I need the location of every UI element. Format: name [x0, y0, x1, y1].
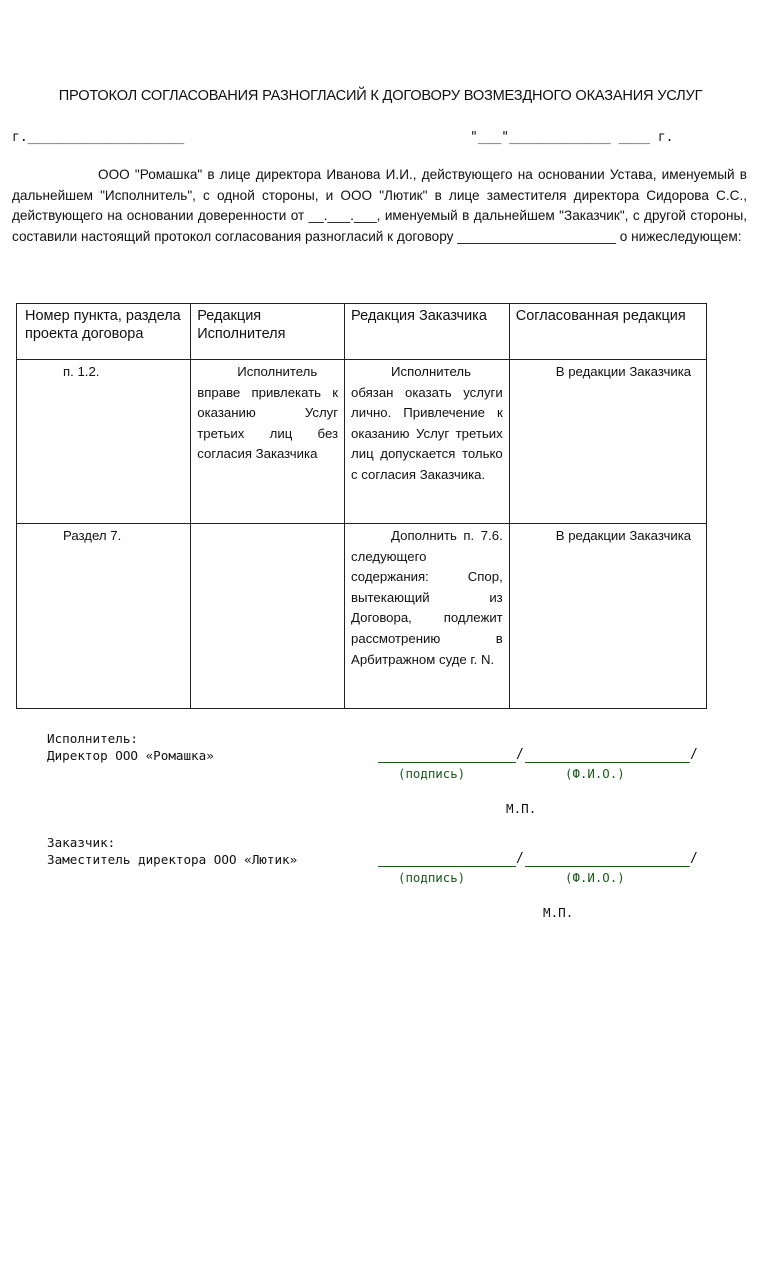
date-field: "___"_____________ ____ г. [470, 130, 674, 145]
row-item-text: Раздел 7. [63, 528, 122, 543]
row-agreed-cell [509, 360, 706, 524]
row-item-text: п. 1.2. [63, 364, 100, 379]
executor-slash-1: / [516, 747, 524, 762]
customer-slash-1: / [516, 851, 524, 866]
row-agreed-text: В редакции Заказчика [555, 528, 692, 543]
document-title: ПРОТОКОЛ СОГЛАСОВАНИЯ РАЗНОГЛАСИЙ К ДОГОВОРУ ВОЗМЕЗДНОГО ОКАЗАНИЯ УСЛУГ [58, 88, 703, 104]
row-customer-cell [345, 360, 510, 524]
table-header-row [17, 304, 707, 360]
row-item-cell [17, 524, 191, 709]
row-executor-cell [191, 524, 345, 709]
intro-paragraph-text: ООО "Ромашка" в лице директора Иванова И.И., действующего на основании Устава, именуемый в дальнейшем "Исполнитель", с одной стороны, и ООО "Лютик" в лице заместителя директора Сидорова С.С., действующего на основании доверенности от __.___.___, именуемый в дальнейшем "Заказчик", с другой стороны, составили настоящий протокол согласования разногласий к договору _____________________ о нижеследующем: [12, 167, 747, 244]
customer-stamp: М.П. [543, 905, 574, 920]
header-item-number: Номер пункта, раздела проекта договора [17, 304, 191, 360]
customer-name-caption: (Ф.И.О.) [565, 870, 625, 885]
row-customer-text: Дополнить п. 7.6. следующего содержания: Спор, вытекающий из Договора, подлежит рассмотрению в Арбитражном суде г. N. [351, 528, 503, 667]
table-row [17, 360, 707, 524]
header-executor-version: Редакция Исполнителя [191, 304, 345, 360]
executor-title: Директор ООО «Ромашка» [47, 748, 214, 763]
executor-stamp: М.П. [506, 801, 537, 816]
row-agreed-text: В редакции Заказчика [555, 364, 692, 379]
executor-slash-2: / [690, 747, 698, 762]
row-executor-cell [191, 360, 345, 524]
row-agreed-cell [509, 524, 706, 709]
header-agreed-version: Согласованная редакция [509, 304, 706, 360]
customer-name-line [525, 866, 690, 867]
row-executor-text: Исполнитель вправе привлекать к оказанию Услуг третьих лиц без согласия Заказчика [197, 364, 339, 462]
customer-title: Заместитель директора ООО «Лютик» [47, 852, 298, 867]
table-row [17, 524, 707, 709]
customer-signature-line [378, 866, 516, 867]
executor-signature-caption: (подпись) [398, 766, 466, 781]
intro-paragraph [12, 165, 747, 247]
executor-signature-line [378, 762, 516, 763]
header-customer-version: Редакция Заказчика [345, 304, 510, 360]
disagreements-table [16, 303, 707, 709]
row-item-cell [17, 360, 191, 524]
executor-name-caption: (Ф.И.О.) [565, 766, 625, 781]
city-field: г.____________________ [12, 130, 185, 145]
row-customer-text: Исполнитель обязан оказать услуги лично. Привлечение к оказанию Услуг третьих лиц допускается только с согласия Заказчика. [351, 364, 503, 482]
executor-name-line [525, 762, 690, 763]
customer-slash-2: / [690, 851, 698, 866]
executor-label: Исполнитель: [47, 731, 138, 746]
customer-signature-caption: (подпись) [398, 870, 466, 885]
row-customer-cell [345, 524, 510, 709]
customer-label: Заказчик: [47, 835, 116, 850]
